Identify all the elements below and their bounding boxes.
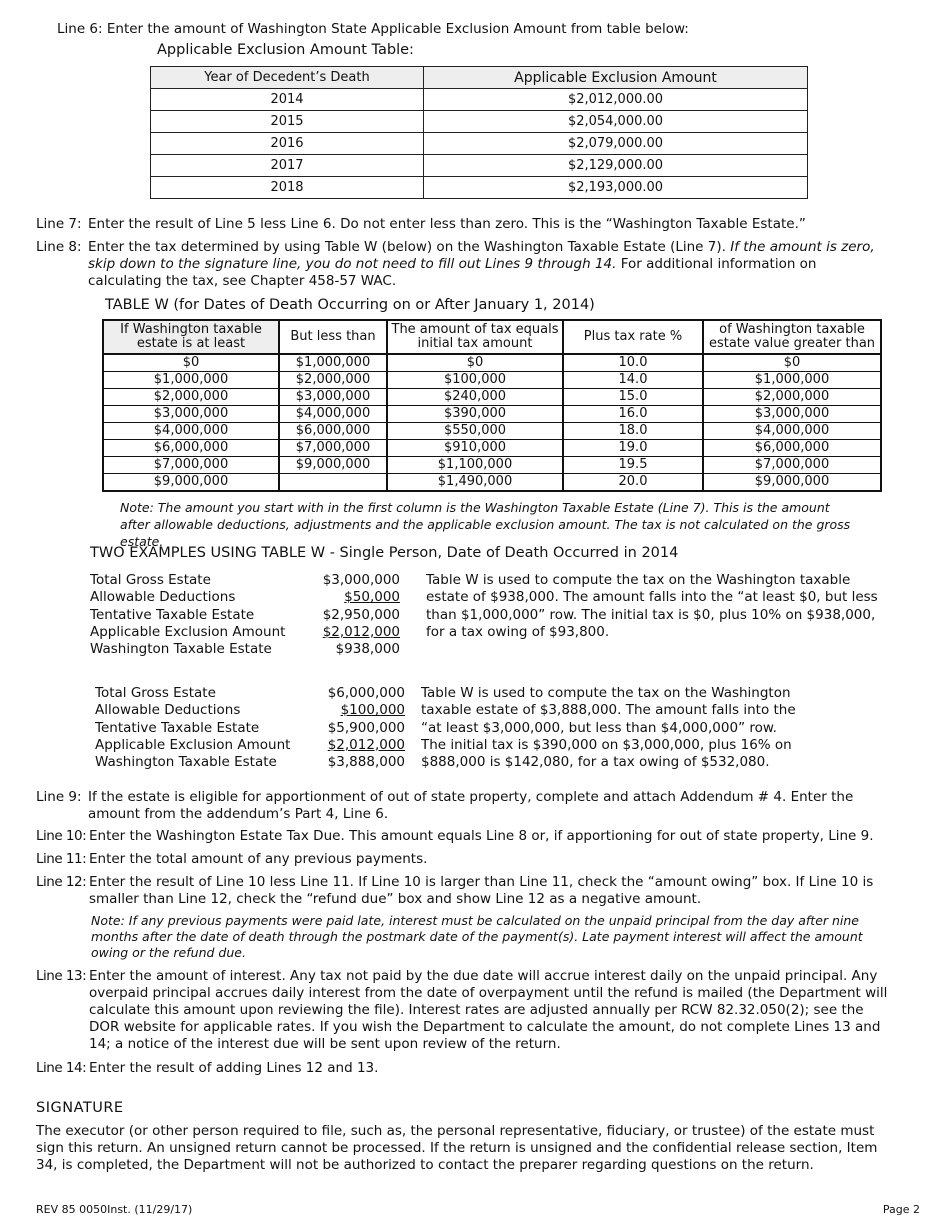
- example-item-name: Washington Taxable Estate: [95, 754, 277, 771]
- table-w-rate-cell: 18.0: [563, 423, 703, 440]
- line-14-label: Line 14:: [36, 1060, 87, 1076]
- example-row: [95, 720, 405, 737]
- examples-title: TWO EXAMPLES USING TABLE W - Single Person, Date of Death Occurred in 2014: [90, 545, 679, 561]
- table-w-at-least-cell: $0: [103, 354, 279, 372]
- table-w-less-than-cell: $9,000,000: [279, 457, 387, 474]
- table-w-rate-cell: 20.0: [563, 474, 703, 492]
- table-w-row: [103, 423, 881, 440]
- exclusion-table-row: [151, 155, 808, 177]
- line-9: [36, 789, 890, 823]
- table-w-initial-tax-cell: $0: [387, 354, 563, 372]
- exclusion-amount-cell: $2,129,000.00: [424, 155, 808, 177]
- example-item-name: Tentative Taxable Estate: [95, 719, 260, 736]
- example-item-value: $2,950,000: [322, 606, 400, 623]
- table-w-less-than-cell: $2,000,000: [279, 372, 387, 389]
- exclusion-year-cell: 2018: [151, 177, 424, 199]
- footer-form-number: REV 85 0050Inst. (11/29/17): [36, 1203, 193, 1216]
- table-w-row: [103, 440, 881, 457]
- example-row: [95, 737, 405, 754]
- line-14: [36, 1060, 890, 1077]
- table-w-header-initial-tax: The amount of tax equals initial tax amount: [387, 320, 563, 354]
- table-w-greater-than-cell: $2,000,000: [703, 389, 881, 406]
- exclusion-amount-cell: $2,012,000.00: [424, 89, 808, 111]
- line-7-text: Enter the result of Line 5 less Line 6. Do not enter less than zero. This is the “Washington Taxable Estate.”: [88, 216, 806, 232]
- table-w-rate-cell: 14.0: [563, 372, 703, 389]
- table-w-initial-tax-cell: $100,000: [387, 372, 563, 389]
- signature-text: The executor (or other person required to file, such as, the personal representative, fiduciary, or trustee) of the estate must sign this return. An unsigned return cannot be processed. If the return is unsigned and the confidential release section, Item 34, is completed, the Department will not be authorized to contact the preparer regarding questions on the return.: [36, 1123, 878, 1173]
- table-w-greater-than-cell: $1,000,000: [703, 372, 881, 389]
- table-w-less-than-cell: $7,000,000: [279, 440, 387, 457]
- exclusion-table-row: [151, 177, 808, 199]
- example-item-value: $3,888,000: [327, 754, 405, 771]
- line-9-label: Line 9:: [36, 789, 82, 805]
- example-row: [90, 641, 400, 658]
- table-w-row: [103, 389, 881, 406]
- example-item-value: $100,000: [340, 702, 405, 719]
- line-12-label: Line 12:: [36, 874, 87, 890]
- line-8-label: Line 8:: [36, 239, 82, 255]
- table-w-less-than-cell: $6,000,000: [279, 423, 387, 440]
- table-w-at-least-cell: $4,000,000: [103, 423, 279, 440]
- table-w-row: [103, 457, 881, 474]
- line-13-label: Line 13:: [36, 968, 87, 984]
- example-row: [90, 624, 400, 641]
- line-9-text: If the estate is eligible for apportionment of out of state property, complete and attach Addendum # 4. Enter the amount from the addendum’s Part 4, Line 6.: [88, 789, 854, 822]
- example-row: [95, 754, 405, 771]
- table-w-at-least-cell: $3,000,000: [103, 406, 279, 423]
- exclusion-year-cell: 2014: [151, 89, 424, 111]
- line-13: [36, 968, 890, 1053]
- exclusion-table-title: Applicable Exclusion Amount Table:: [157, 42, 414, 58]
- exclusion-amount-cell: $2,054,000.00: [424, 111, 808, 133]
- table-w-title: TABLE W (for Dates of Death Occurring on or After January 1, 2014): [105, 297, 595, 313]
- line-7: [36, 216, 890, 233]
- table-w-row: [103, 474, 881, 492]
- example-item-name: Allowable Deductions: [95, 702, 241, 719]
- line-8-text-b: For additional information on calculating the tax, see Chapter 458-57 WAC.: [88, 256, 817, 289]
- table-w-initial-tax-cell: $1,490,000: [387, 474, 563, 492]
- table-w-at-least-cell: $7,000,000: [103, 457, 279, 474]
- table-w-at-least-cell: $9,000,000: [103, 474, 279, 492]
- signature-heading: SIGNATURE: [36, 1100, 124, 1116]
- example-2-text: Table W is used to compute the tax on the Washington taxable estate of $3,888,000. The amount falls into the “at least $3,000,000, but less than $4,000,000” row. The initial tax is $390,000 on $3,000,000, plus 16% on $888,000 is $142,080, for a tax owing of $532,080.: [421, 685, 796, 771]
- table-w-row: [103, 354, 881, 372]
- line-6: [57, 21, 689, 38]
- table-w-greater-than-cell: $6,000,000: [703, 440, 881, 457]
- table-w-header-rate: Plus tax rate %: [563, 320, 703, 354]
- line-11: [36, 851, 890, 868]
- table-w-greater-than-cell: $3,000,000: [703, 406, 881, 423]
- line-12-note: Note: If any previous payments were paid late, interest must be calculated on the unpaid principal from the day after nine months after the date of death through the postmark date of the payment(s). Late payment interest will affect the amount owing or the refund due.: [91, 913, 863, 960]
- line-10-text: Enter the Washington Estate Tax Due. This amount equals Line 8 or, if apportioning for out of state property, Line 9.: [89, 828, 874, 844]
- line-8-text-a: Enter the tax determined by using Table W (below) on the Washington Taxable Estate (Line 7).: [88, 239, 731, 255]
- exclusion-amount-cell: $2,193,000.00: [424, 177, 808, 199]
- example-row: [95, 685, 405, 702]
- table-w-initial-tax-cell: $240,000: [387, 389, 563, 406]
- exclusion-header-amount: Applicable Exclusion Amount: [424, 67, 808, 89]
- table-w-rate-cell: 16.0: [563, 406, 703, 423]
- example-item-value: $5,900,000: [327, 719, 405, 736]
- line-11-label: Line 11:: [36, 851, 87, 867]
- example-item-value: $50,000: [344, 589, 400, 606]
- exclusion-amount-cell: $2,079,000.00: [424, 133, 808, 155]
- exclusion-year-cell: 2017: [151, 155, 424, 177]
- example-row: [95, 702, 405, 719]
- example-item-value: $2,012,000: [322, 623, 400, 640]
- table-w-rate-cell: 19.5: [563, 457, 703, 474]
- table-w-at-least-cell: $6,000,000: [103, 440, 279, 457]
- line-12: [36, 874, 890, 908]
- line-8-text-italic: If the amount is zero, skip down to the signature line, you do not need to fill out Lines 9 through 14.: [88, 239, 875, 272]
- example-1-figures: [90, 572, 400, 658]
- table-w-row: [103, 372, 881, 389]
- example-1-text: Table W is used to compute the tax on the Washington taxable estate of $938,000. The amount falls into the “at least $0, but less than $1,000,000” row. The initial tax is $0, plus 10% on $938,000, for a tax owing of $93,800.: [426, 572, 878, 640]
- table-w-less-than-cell: [279, 474, 387, 492]
- table-w-initial-tax-cell: $910,000: [387, 440, 563, 457]
- line-14-text: Enter the result of adding Lines 12 and 13.: [89, 1060, 379, 1076]
- example-item-name: Applicable Exclusion Amount: [95, 736, 291, 753]
- example-item-name: Total Gross Estate: [90, 572, 211, 588]
- footer-page-number: Page 2: [882, 1203, 920, 1216]
- table-w-rate-cell: 15.0: [563, 389, 703, 406]
- exclusion-table-row: [151, 89, 808, 111]
- example-item-value: $3,000,000: [322, 572, 400, 588]
- exclusion-year-cell: 2015: [151, 111, 424, 133]
- table-w-at-least-cell: $1,000,000: [103, 372, 279, 389]
- table-w-header-at-least: If Washington taxable estate is at least: [103, 320, 279, 354]
- example-item-value: $6,000,000: [327, 685, 405, 701]
- example-item-name: Tentative Taxable Estate: [90, 606, 255, 623]
- example-2-figures: [95, 685, 405, 771]
- line-8: [36, 239, 890, 290]
- line-10-label: Line 10:: [36, 828, 87, 844]
- table-w-header-greater-than: of Washington taxable estate value greater than: [703, 320, 881, 354]
- example-item-value: $2,012,000: [327, 736, 405, 753]
- exclusion-table-row: [151, 133, 808, 155]
- table-w-greater-than-cell: $0: [703, 354, 881, 372]
- table-w-rate-cell: 10.0: [563, 354, 703, 372]
- exclusion-year-cell: 2016: [151, 133, 424, 155]
- example-item-name: Total Gross Estate: [95, 685, 216, 701]
- example-item-name: Washington Taxable Estate: [90, 641, 272, 658]
- table-w-less-than-cell: $4,000,000: [279, 406, 387, 423]
- table-w-less-than-cell: $1,000,000: [279, 354, 387, 372]
- line-7-label: Line 7:: [36, 216, 82, 232]
- table-w-initial-tax-cell: $390,000: [387, 406, 563, 423]
- table-w-header-less-than: But less than: [279, 320, 387, 354]
- example-row: [90, 607, 400, 624]
- table-w-greater-than-cell: $9,000,000: [703, 474, 881, 492]
- example-item-name: Allowable Deductions: [90, 589, 236, 606]
- table-w-greater-than-cell: $4,000,000: [703, 423, 881, 440]
- table-w-row: [103, 406, 881, 423]
- line-10: [36, 828, 890, 845]
- line-13-text: Enter the amount of interest. Any tax not paid by the due date will accrue interest daily on the unpaid principal. Any overpaid principal accrues daily interest from the date of overpayment until the refund is mailed (the Department will calculate this amount upon reviewing the file). Interest rates are adjusted annually per RCW 82.32.050(2); see the DOR website for applicable rates. If you wish the Department to calculate the amount, do not complete Lines 13 and 14; a notice of the interest due will be sent upon review of the return.: [89, 968, 888, 1052]
- example-item-value: $938,000: [335, 641, 400, 658]
- table-w: [102, 319, 882, 492]
- table-w-less-than-cell: $3,000,000: [279, 389, 387, 406]
- line-11-text: Enter the total amount of any previous payments.: [89, 851, 428, 867]
- table-w-initial-tax-cell: $550,000: [387, 423, 563, 440]
- table-w-at-least-cell: $2,000,000: [103, 389, 279, 406]
- example-row: [90, 589, 400, 606]
- line-12-text: Enter the result of Line 10 less Line 11. If Line 10 is larger than Line 11, check the “amount owing” box. If Line 10 is smaller than Line 12, check the “refund due” box and show Line 12 as a negative amount.: [89, 874, 874, 907]
- table-w-initial-tax-cell: $1,100,000: [387, 457, 563, 474]
- example-row: [90, 572, 400, 589]
- table-w-note: Note: The amount you start with in the first column is the Washington Taxable Estate (Line 7). This is the amount after allowable deductions, adjustments and the applicable exclusion amount. The tax is not calculated on the gross estate.: [120, 500, 851, 549]
- exclusion-table-row: [151, 111, 808, 133]
- line-6-label: Line 6:: [57, 21, 103, 37]
- example-item-name: Applicable Exclusion Amount: [90, 623, 286, 640]
- line-6-text: Enter the amount of Washington State Applicable Exclusion Amount from table below:: [106, 21, 689, 37]
- exclusion-amount-table: [150, 66, 808, 199]
- table-w-rate-cell: 19.0: [563, 440, 703, 457]
- exclusion-header-year: Year of Decedent’s Death: [151, 67, 424, 89]
- table-w-greater-than-cell: $7,000,000: [703, 457, 881, 474]
